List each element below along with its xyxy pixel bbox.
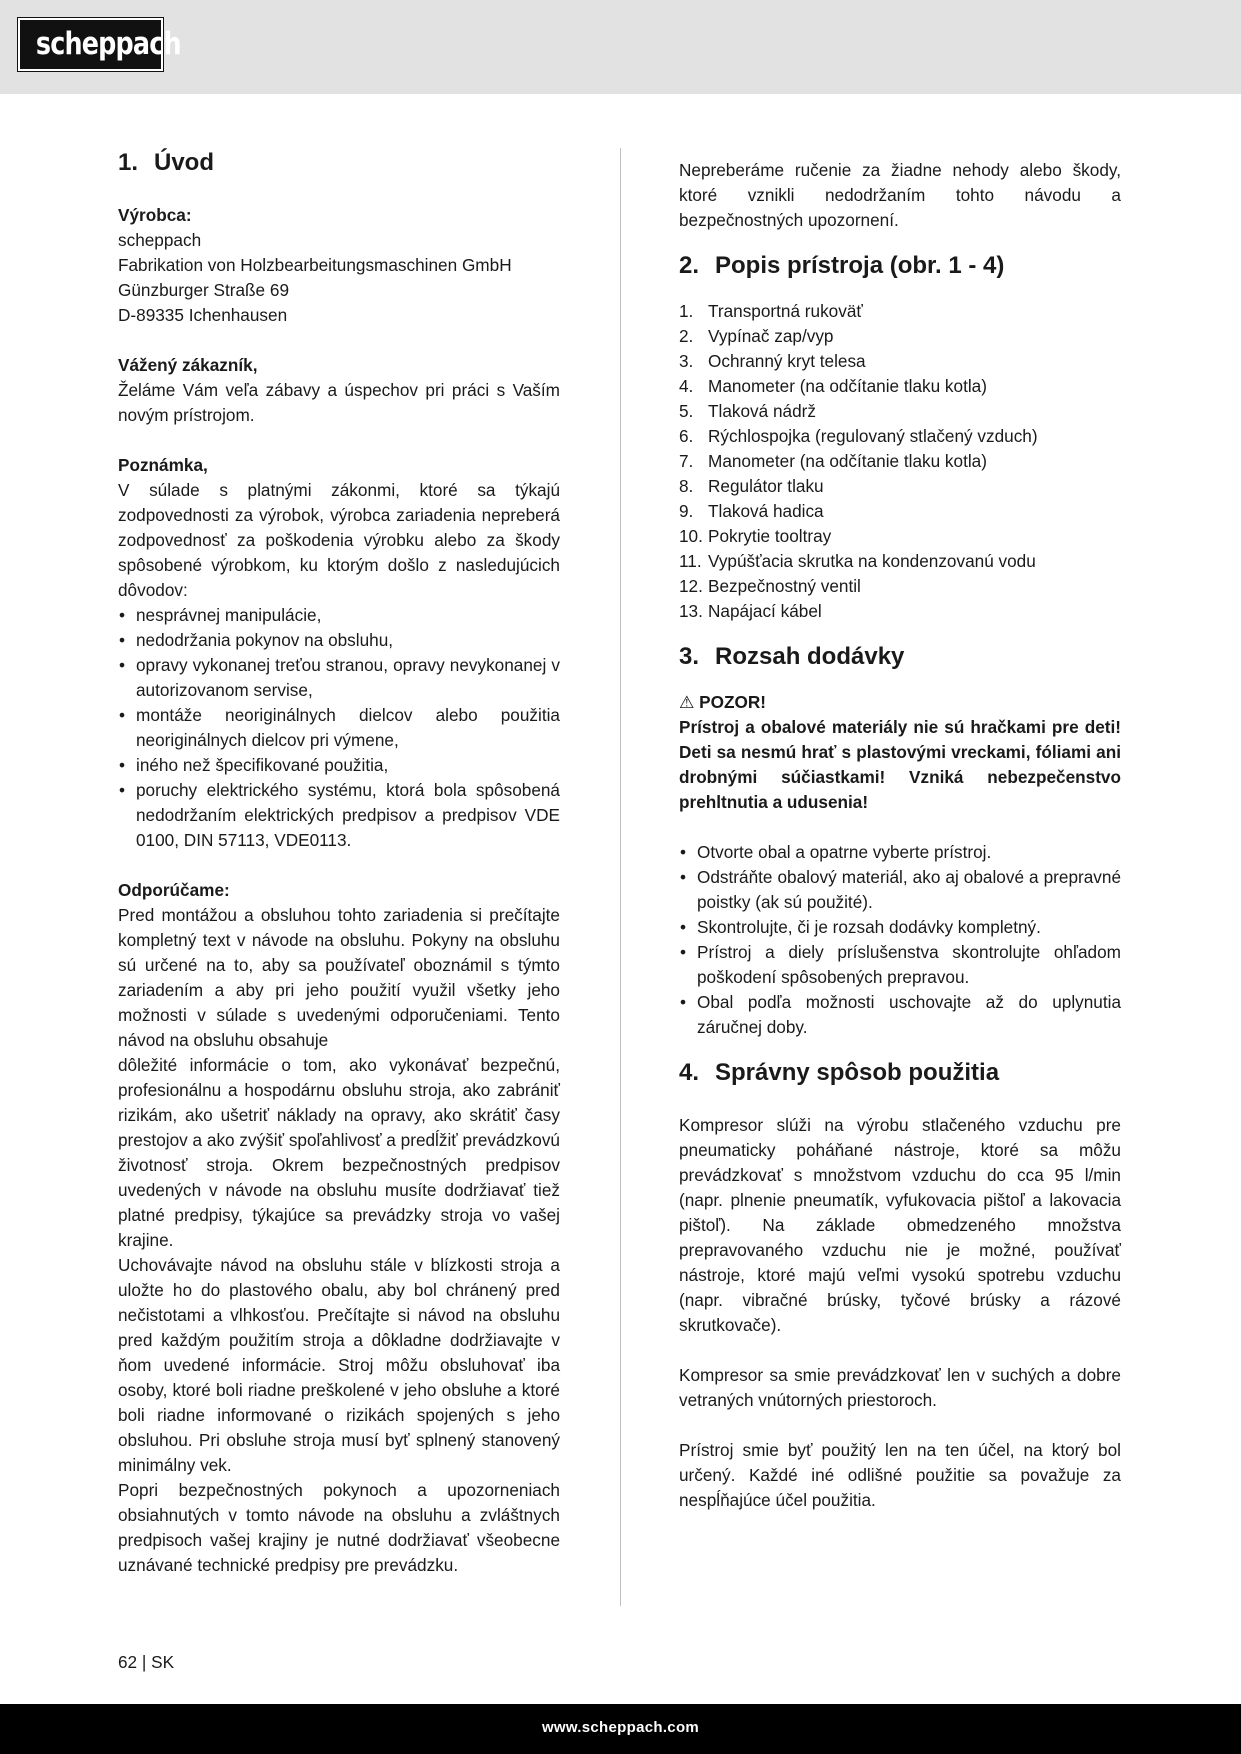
list-item: 5. Tlaková nádrž <box>679 401 816 421</box>
section-3-heading: 3. Rozsah dodávky <box>679 643 905 670</box>
list-item: • Prístroj a diely príslušenstva skontrolujte ohľadom poškodení spôsobených prepravou. <box>679 940 1121 990</box>
warning-title: ⚠ POZOR! <box>679 692 767 712</box>
warning-text: Prístroj a obalové materiály nie sú hračkami pre deti! Deti sa nesmú hrať s plastovými vreckami, fóliami ani drobnými súčiastkami! Vzniká nebezpečenstvo prehltnutia a udusenia! <box>679 717 1121 812</box>
list-item: 4. Manometer (na odčítanie tlaku kotla) <box>679 376 987 396</box>
maker-address: scheppach Fabrikation von Holzbearbeitungsmaschinen GmbH Günzburger Straße 69 D-89335 Ichenhausen <box>118 230 512 325</box>
footer-url[interactable]: www.scheppach.com <box>541 1719 700 1736</box>
column-divider <box>620 148 621 1606</box>
logo-text: scheppach <box>35 26 181 62</box>
list-item: 8. Regulátor tlaku <box>679 476 824 496</box>
list-item: • nesprávnej manipulácie, <box>118 603 560 628</box>
maker-label: Výrobca: <box>118 205 192 225</box>
use-paragraph: Kompresor slúži na výrobu stlačeného vzduchu pre pneumaticky poháňané nástroje, ktoré sa môžu prevádzkovať s množstvom vzduchu do cca 95 l/min (napr. plnenie pneumatík, vyfukovacia pištoľ a lakovacia pištoľ). Na základe obmedzeného množstva prepravovaného vzduchu nie je možné, používať nástroje, ktoré majú veľmi vysokú spotrebu vzduchu (napr. vibračné brúsky, tyčové brúsky a rázové skrutkovače). <box>679 1115 1121 1335</box>
liability-text: Nepreberáme ručenie za žiadne nehody alebo škody, ktoré vznikli nedodržaním tohto návodu a bezpečnostných upozornení. <box>679 160 1121 230</box>
list-item: • Otvorte obal a opatrne vyberte prístroj. <box>679 840 1121 865</box>
use-paragraph: Kompresor sa smie prevádzkovať len v suchých a dobre vetraných vnútorných priestoroch. <box>679 1365 1121 1410</box>
recommend-paragraph: Pred montážou a obsluhou tohto zariadenia si prečítajte kompletný text v návode na obsluhu. Pokyny na obsluhu sú určené na to, aby sa používateľ oboznámil s týmto zariadením a aby pri jeho použití využil všetky jeho možnosti v súlade s uvedenými odporučeniami. Tento návod na obsluhu obsahuje <box>118 905 560 1050</box>
scheppach-logo <box>18 18 181 71</box>
list-item: 11. Vypúšťacia skrutka na kondenzovanú vodu <box>679 551 1036 571</box>
list-item: 12. Bezpečnostný ventil <box>679 576 861 596</box>
section-1-heading: 1. Úvod <box>118 149 214 176</box>
list-item: • Odstráňte obalový materiál, ako aj obalové a prepravné poistky (ak sú použité). <box>679 865 1121 915</box>
customer-text: Želáme Vám veľa zábavy a úspechov pri práci s Vaším novým prístrojom. <box>118 380 560 425</box>
header-band <box>0 0 1241 94</box>
list-item: 10. Pokrytie tooltray <box>679 526 832 546</box>
list-item: 7. Manometer (na odčítanie tlaku kotla) <box>679 451 987 471</box>
list-item: • poruchy elektrického systému, ktorá bola spôsobená nedodržaním elektrických predpisov a predpisov VDE 0100, DIN 57113, VDE0113. <box>118 778 560 853</box>
recommend-label: Odporúčame: <box>118 880 230 900</box>
list-item: 13. Napájací kábel <box>679 601 822 621</box>
right-column <box>679 158 1121 1513</box>
list-item: • Obal podľa možnosti uschovajte až do uplynutia záručnej doby. <box>679 990 1121 1040</box>
list-item: • iného než špecifikované použitia, <box>118 753 560 778</box>
note-bullet-list <box>118 603 560 853</box>
use-paragraph: Prístroj smie byť použitý len na ten účel, na ktorý bol určený. Každé iné odlišné použitie sa považuje za nespĺňajúce účel použitia. <box>679 1440 1121 1510</box>
list-item: • Skontrolujte, či je rozsah dodávky kompletný. <box>679 915 1121 940</box>
section-2-heading: 2. Popis prístroja (obr. 1 - 4) <box>679 252 1005 279</box>
recommend-paragraph: Uchovávajte návod na obsluhu stále v blízkosti stroja a uložte ho do plastového obalu, aby bol chránený pred nečistotami a vlhkosťou. Prečítajte si návod na obsluhu pred každým použitím stroja a dôkladne dodržiavajte v ňom uvedené informácie. Stroj môžu obsluhovať iba osoby, ktoré boli riadne preškolené v jeho obsluhe a ktoré boli riadne informované o rizikách spojených s jeho obsluhou. Pri obsluhe stroja musí byť splnený stanovený minimálny vek. <box>118 1255 560 1475</box>
list-item: 1. Transportná rukoväť <box>679 301 863 321</box>
note-text: V súlade s platnými zákonmi, ktoré sa týkajú zodpovednosti za výrobok, výrobca zariadenia nepreberá zodpovednosť za poškodenia výrobku alebo za škody spôsobené výrobkom, ku ktorým došlo z nasledujúcich dôvodov: <box>118 480 560 600</box>
page-number: 62 | SK <box>118 1652 175 1672</box>
customer-label: Vážený zákazník, <box>118 355 258 375</box>
recommend-paragraph: dôležité informácie o tom, ako vykonávať bezpečnú, profesionálnu a hospodárnu obsluhu stroja, ako zabrániť rizikám, ako ušetriť náklady na opravy, ako skrátiť časy prestojov a ako zvýšiť spoľahlivosť a predĺžiť prevádzkovú životnosť stroja. Okrem bezpečnostných predpisov uvedených v návode na obsluhu musíte dodržiavať tiež platné predpisy, týkajúce sa prevádzky stroja vo vašej krajine. <box>118 1055 560 1250</box>
footer-bar <box>0 1704 1241 1754</box>
list-item: 9. Tlaková hadica <box>679 501 824 521</box>
scope-bullet-list <box>679 840 1121 1040</box>
parts-list <box>679 299 1121 624</box>
list-item: 2. Vypínač zap/vyp <box>679 326 834 346</box>
left-column <box>118 148 560 1578</box>
list-item: • nedodržania pokynov na obsluhu, <box>118 628 560 653</box>
list-item: • montáže neoriginálnych dielcov alebo použitia neoriginálnych dielcov pri výmene, <box>118 703 560 753</box>
list-item: 6. Rýchlospojka (regulovaný stlačený vzduch) <box>679 426 1038 446</box>
list-item: 3. Ochranný kryt telesa <box>679 351 866 371</box>
recommend-paragraph: Popri bezpečnostných pokynoch a upozorneniach obsiahnutých v tomto návode na obsluhu a zvláštnych predpisoch vašej krajiny je nutné dodržiavať všeobecne uznávané technické predpisy pre prevádzku. <box>118 1480 560 1575</box>
list-item: • opravy vykonanej treťou stranou, opravy nevykonanej v autorizovanom servise, <box>118 653 560 703</box>
note-label: Poznámka, <box>118 455 208 475</box>
section-4-heading: 4. Správny spôsob použitia <box>679 1059 1000 1086</box>
